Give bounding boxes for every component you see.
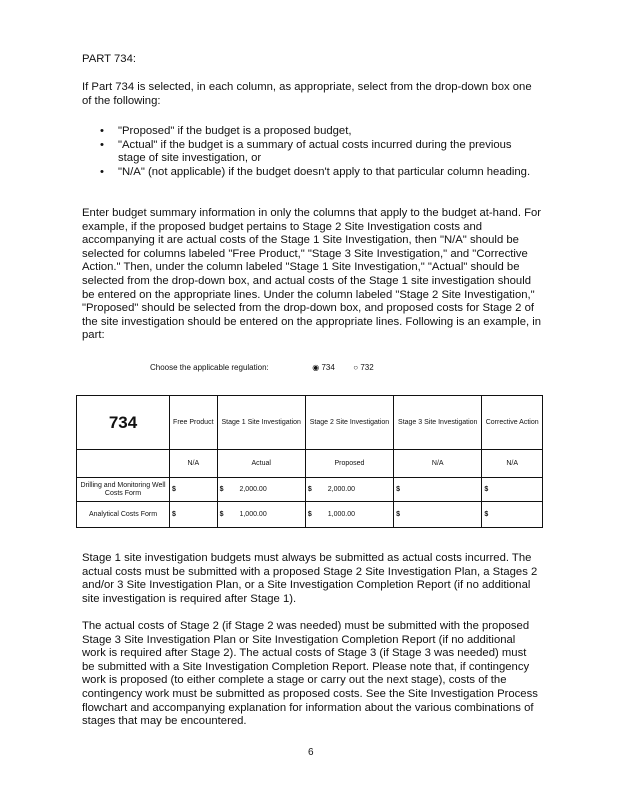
cost-field[interactable]: $ xyxy=(170,478,218,502)
stage2-paragraph: The actual costs of Stage 2 (if Stage 2 was needed) must be submitted with the proposed Stage 3 Site Investigation Plan or Site Investigation Completion Report (if no additional work is required after Stage 2). The actual costs of Stage 3 (if Stage 3 was needed) must be submitted with a Site Investigation Completion Report. Please note that, if contingency work is proposed (to either complete a stage or carry out the next stage), costs of the contingency work must be submitted as proposed costs. See the Site Investigation Process flowchart and accompanying explanation for information about the various combinations of stages that may be encountered. xyxy=(82,620,538,728)
cost-field[interactable]: $ xyxy=(482,502,543,528)
column-header: Corrective Action xyxy=(482,396,543,450)
radio-732[interactable]: ○ 732 xyxy=(353,363,374,372)
cost-field[interactable]: $ xyxy=(394,478,482,502)
cost-field[interactable]: $ xyxy=(394,502,482,528)
part-cell: 734 xyxy=(77,396,170,450)
section-heading: PART 734: xyxy=(82,53,137,65)
column-header: Stage 3 Site Investigation xyxy=(394,396,482,450)
regulation-label: Choose the applicable regulation: xyxy=(150,363,269,372)
cost-field[interactable]: $ 2,000.00 xyxy=(305,478,393,502)
list-item: • "Actual" if the budget is a summary of actual costs incurred during the previous stage of site investigation, or xyxy=(100,139,540,166)
table-row xyxy=(77,478,543,502)
cost-field[interactable]: $ 1,000.00 xyxy=(305,502,393,528)
row-label: Analytical Costs Form xyxy=(77,502,170,528)
status-dropdown[interactable]: Actual xyxy=(217,450,305,478)
column-header: Stage 2 Site Investigation xyxy=(305,396,393,450)
list-item: • "N/A" (not applicable) if the budget doesn't apply to that particular column heading. xyxy=(100,166,540,180)
budget-table xyxy=(76,395,543,528)
cost-field[interactable]: $ 2,000.00 xyxy=(217,478,305,502)
intro-paragraph: If Part 734 is selected, in each column, as appropriate, select from the drop-down box one of the following: xyxy=(82,81,532,107)
row-label: Drilling and Monitoring Well Costs Form xyxy=(77,478,170,502)
cost-field[interactable]: $ xyxy=(170,502,218,528)
stage1-paragraph: Stage 1 site investigation budgets must always be submitted as actual costs incurred. The actual costs must be submitted with a proposed Stage 2 Site Investigation Plan, a Stages 2 and/or 3 Site Investigation Plan, or a Site Investigation Completion Report (if no additional site investigation is required after Stage 1). xyxy=(82,552,538,605)
status-dropdown[interactable]: N/A xyxy=(482,450,543,478)
cost-field[interactable]: $ 1,000.00 xyxy=(217,502,305,528)
column-header: Stage 1 Site Investigation xyxy=(217,396,305,450)
list-item: • "Proposed" if the budget is a proposed budget, xyxy=(100,125,540,139)
table-row xyxy=(77,502,543,528)
column-header: Free Product xyxy=(170,396,218,450)
page-number: 6 xyxy=(308,747,314,758)
cost-field[interactable]: $ xyxy=(482,478,543,502)
regulation-selector xyxy=(150,361,374,375)
options-list xyxy=(100,125,540,179)
status-dropdown[interactable]: N/A xyxy=(170,450,218,478)
status-dropdown[interactable]: N/A xyxy=(394,450,482,478)
example-paragraph: Enter budget summary information in only the columns that apply to the budget at-hand. For example, if the proposed budget pertains to Stage 2 Site Investigation costs and accompanying it are actual costs of the Stage 1 Site Investigation, then "N/A" should be selected for columns labeled "Free Product," "Stage 3 Site Investigation," and "Corrective Action." Then, under the column labeled "Stage 1 Site Investigation," "Actual" should be selected from the drop-down box, and actual costs of the Stage 1 site investigation should be entered on the appropriate lines. Under the column labeled "Stage 2 Site Investigation," "Proposed" should be selected from the drop-down box, and proposed costs for Stage 2 of the site investigation should be entered on the appropriate lines. Following is an example, in part: xyxy=(82,207,542,342)
status-dropdown[interactable]: Proposed xyxy=(305,450,393,478)
radio-734[interactable]: ◉ 734 xyxy=(312,363,335,372)
